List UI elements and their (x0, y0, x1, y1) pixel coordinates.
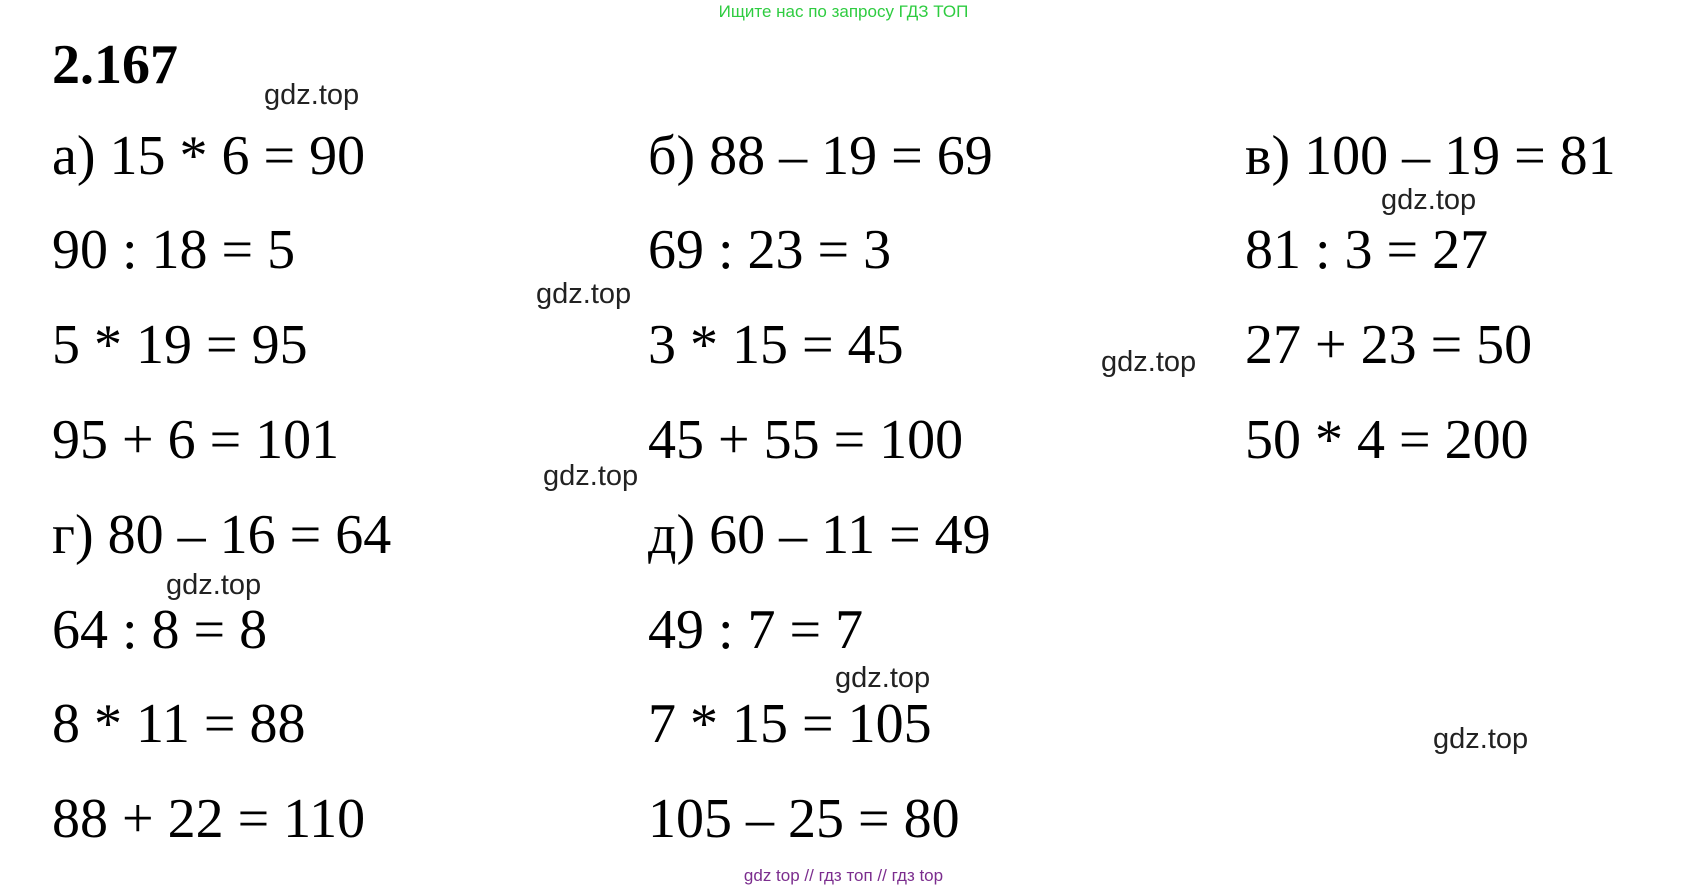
solution-b-line-2: 69 : 23 = 3 (648, 219, 892, 281)
solution-v-line-4: 50 * 4 = 200 (1245, 409, 1529, 471)
solution-a-line-3: 5 * 19 = 95 (52, 314, 308, 376)
solution-g-line-2: 64 : 8 = 8 (52, 599, 268, 661)
solution-a-line-1: а) 15 * 6 = 90 (52, 125, 366, 187)
solution-v-line-1: в) 100 – 19 = 81 (1245, 125, 1616, 187)
solution-g-line-4: 88 + 22 = 110 (52, 788, 366, 850)
solution-b-line-4: 45 + 55 = 100 (648, 409, 964, 471)
watermark: gdz.top (1433, 723, 1529, 755)
watermark: gdz.top (264, 79, 360, 111)
solution-d-line-1: д) 60 – 11 = 49 (648, 504, 991, 566)
watermark: gdz.top (1101, 346, 1197, 378)
top-banner: Ищите нас по запросу ГДЗ ТОП (718, 2, 969, 21)
watermark: gdz.top (543, 460, 639, 492)
footer-watermark: gdz top // гдз топ // гдз top (743, 866, 944, 885)
solution-a-line-2: 90 : 18 = 5 (52, 219, 296, 281)
solution-b-line-1: б) 88 – 19 = 69 (648, 125, 993, 187)
solution-d-line-4: 105 – 25 = 80 (648, 788, 960, 850)
solution-a-line-4: 95 + 6 = 101 (52, 409, 340, 471)
watermark: gdz.top (166, 569, 262, 601)
solution-g-line-1: г) 80 – 16 = 64 (52, 504, 392, 566)
watermark: gdz.top (835, 662, 931, 694)
watermark: gdz.top (536, 278, 632, 310)
watermark: gdz.top (1381, 184, 1477, 216)
solution-v-line-3: 27 + 23 = 50 (1245, 314, 1533, 376)
solution-b-line-3: 3 * 15 = 45 (648, 314, 904, 376)
solution-d-line-3: 7 * 15 = 105 (648, 693, 932, 755)
problem-number: 2.167 (52, 34, 178, 96)
solution-d-line-2: 49 : 7 = 7 (648, 599, 864, 661)
solution-v-line-2: 81 : 3 = 27 (1245, 219, 1489, 281)
solution-g-line-3: 8 * 11 = 88 (52, 693, 306, 755)
